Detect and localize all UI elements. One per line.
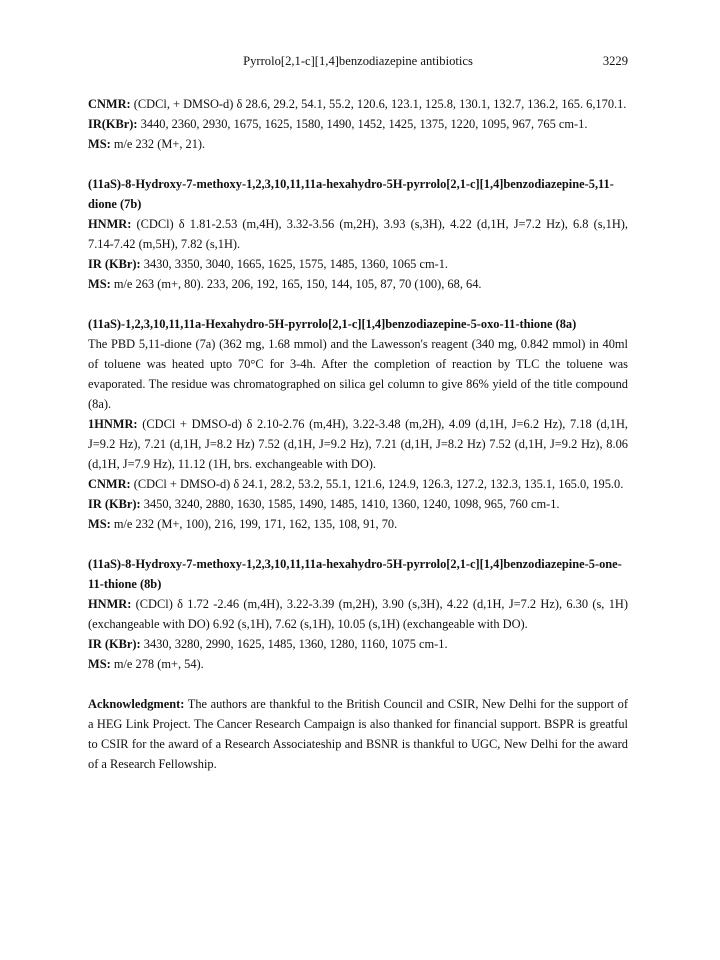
ir-text: 3430, 3350, 3040, 1665, 1625, 1575, 1485, 1360, 1065 cm-1. xyxy=(143,257,449,271)
ir-paragraph xyxy=(88,634,628,654)
ms-label: MS: xyxy=(88,137,111,151)
ms-label: MS: xyxy=(88,277,111,291)
hnmr-label: HNMR: xyxy=(88,597,132,611)
hnmr-text: (CDCl) δ 1.81-2.53 (m,4H), 3.32-3.56 (m,2H), 3.93 (s,3H), 4.22 (d,1H, J=7.2 Hz), 6.8 (s,1H), 7.14-7.42 (m,5H), 7.82 (s,1H). xyxy=(88,217,628,251)
ms-paragraph xyxy=(88,134,628,154)
hnmr-paragraph xyxy=(88,594,628,634)
ir-text: 3440, 2360, 2930, 1675, 1625, 1580, 1490, 1452, 1425, 1375, 1220, 1095, 967, 765 cm-1. xyxy=(140,117,588,131)
compound-7b-block xyxy=(88,174,628,294)
ms-paragraph xyxy=(88,514,628,534)
article-body xyxy=(88,94,628,774)
page-number: 3229 xyxy=(602,54,628,68)
ms-paragraph xyxy=(88,654,628,674)
ir-text: 3450, 3240, 2880, 1630, 1585, 1490, 1485, 1410, 1360, 1240, 1098, 965, 760 cm-1. xyxy=(143,497,560,511)
ms-text: m/e 263 (m+, 80). 233, 206, 192, 165, 150, 144, 105, 87, 70 (100), 68, 64. xyxy=(113,277,482,291)
cnmr-text: (CDCl + DMSO-d) δ 24.1, 28.2, 53.2, 55.1, 121.6, 124.9, 126.3, 127.2, 132.3, 135.1, 165.0, 195.0. xyxy=(133,477,624,491)
hnmr-paragraph xyxy=(88,414,628,474)
acknowledgment-paragraph xyxy=(88,694,628,774)
hnmr-text: (CDCl + DMSO-d) δ 2.10-2.76 (m,4H), 3.22-3.48 (m,2H), 4.09 (d,1H, J=6.2 Hz), 7.18 (d,1H, J=9.2 Hz), 7.21 (d,1H, J=8.2 Hz) 7.52 (d,1H, J=9.2 Hz), 7.21 (d,1H, J=8.2 Hz) 7.52 (d,1H, J=9.2 Hz), 8.06 (d,1H, J=7.9 Hz), 11.12 (1H, brs. exchangeable with DO). xyxy=(88,417,628,471)
ir-label: IR(KBr): xyxy=(88,117,138,131)
cnmr-label: CNMR: xyxy=(88,477,131,491)
ir-label: IR (KBr): xyxy=(88,637,141,651)
hnmr-label: HNMR: xyxy=(88,217,132,231)
ms-label: MS: xyxy=(88,657,111,671)
ms-text: m/e 232 (M+, 21). xyxy=(113,137,206,151)
ir-label: IR (KBr): xyxy=(88,497,141,511)
ms-label: MS: xyxy=(88,517,111,531)
ir-text: 3430, 3280, 2990, 1625, 1485, 1360, 1280, 1160, 1075 cm-1. xyxy=(143,637,448,651)
page-header xyxy=(88,51,628,71)
ir-label: IR (KBr): xyxy=(88,257,141,271)
cnmr-text: (CDCl, + DMSO-d) δ 28.6, 29.2, 54.1, 55.2, 120.6, 123.1, 125.8, 130.1, 132.7, 136.2, 165. 6,170.1. xyxy=(133,97,627,111)
cnmr-paragraph xyxy=(88,474,628,494)
acknowledgment-block xyxy=(88,694,628,774)
ir-paragraph xyxy=(88,494,628,514)
ms-paragraph xyxy=(88,274,628,294)
ir-paragraph xyxy=(88,114,628,134)
compound-8a-title: (11aS)-1,2,3,10,11,11a-Hexahydro-5H-pyrrolo[2,1-c][1,4]benzodiazepine-5-oxo-11-thione (8a) xyxy=(88,317,577,331)
intro-data-block xyxy=(88,94,628,154)
compound-8b-title: (11aS)-8-Hydroxy-7-methoxy-1,2,3,10,11,11a-hexahydro-5H-pyrrolo[2,1-c][1,4]benzodiazepine-5-one-11-thione (8b) xyxy=(88,557,622,591)
ms-text: m/e 232 (M+, 100), 216, 199, 171, 162, 135, 108, 91, 70. xyxy=(113,517,398,531)
compound-8a-block xyxy=(88,314,628,534)
hnmr-paragraph xyxy=(88,214,628,254)
cnmr-label: CNMR: xyxy=(88,97,131,111)
cnmr-paragraph xyxy=(88,94,628,114)
hnmr-label: 1HNMR: xyxy=(88,417,138,431)
ir-paragraph xyxy=(88,254,628,274)
ms-text: m/e 278 (m+, 54). xyxy=(113,657,204,671)
acknowledgment-label: Acknowledgment: xyxy=(88,697,185,711)
acknowledgment-text: The authors are thankful to the British Council and CSIR, New Delhi for the support of a HEG Link Project. The Cancer Research Campaign is also thanked for financial support. BSPR is greatful to CSIR for the award of a Research Associateship and BSNR is thankful to UGC, New Delhi for the award of a Research Fellowship. xyxy=(88,697,629,771)
compound-8b-block xyxy=(88,554,628,674)
compound-7b-title: (11aS)-8-Hydroxy-7-methoxy-1,2,3,10,11,11a-hexahydro-5H-pyrrolo[2,1-c][1,4]benzodiazepine-5,11-dione (7b) xyxy=(88,177,614,211)
procedure-paragraph: The PBD 5,11-dione (7a) (362 mg, 1.68 mmol) and the Lawesson's reagent (340 mg, 0.842 mmol) in 40ml of toluene was heated upto 70°C for 3-4h. After the completion of reaction by TLC the toluene was evaporated. The residue was chromatographed on silica gel column to give 86% yield of the title compound (8a). xyxy=(88,337,628,411)
running-title: Pyrrolo[2,1-c][1,4]benzodiazepine antibiotics xyxy=(243,54,473,68)
hnmr-text: (CDCl) δ 1.72 -2.46 (m,4H), 3.22-3.39 (m,2H), 3.90 (s,3H), 4.22 (d,1H, J=7.2 Hz), 6.30 (s, 1H) (exchangeable with DO) 6.92 (s,1H), 7.62 (s,1H), 10.05 (s,1H) (exchangeable with DO). xyxy=(88,597,628,631)
